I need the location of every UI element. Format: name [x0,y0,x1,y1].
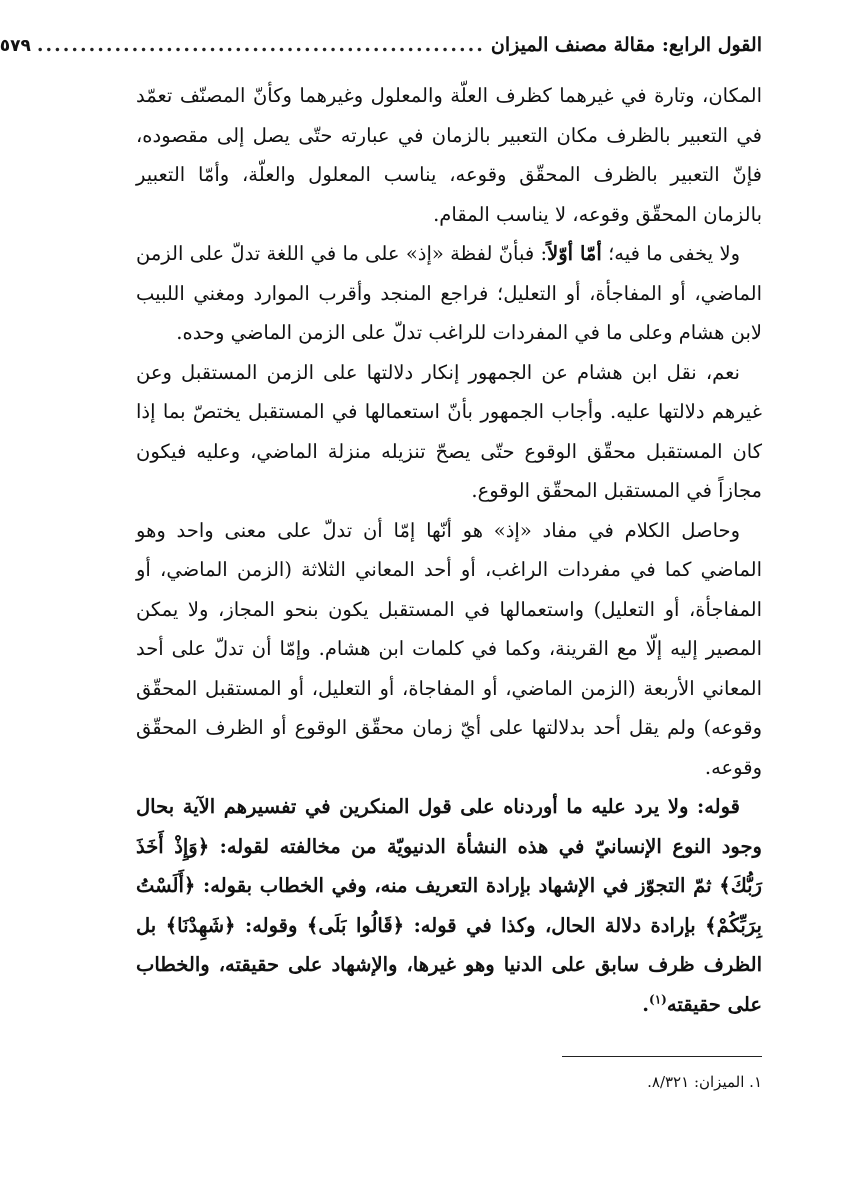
quran-verse-1: ﴿وَإِذْ أَخَذَ رَبُّكَ﴾ [136,834,762,897]
quote-part-c: بإرادة دلالة الحال، وكذا في قوله: [413,913,696,937]
paragraph-1: المكان، وتارة في غيرهما كظرف العلّة والمعلول وغيرهما وكأنّ المصنّف تعمّد في التعبير بالظرف مكان التعبير بالزمان في عبارته حتّى يصل إلى مقصوده، فإنّ التعبير بالظرف المحقّق وقوعه، يناسب المعلول والعلّة، وأمّا التعبير بالزمان المحقّق وقوعه، لا يناسب المقام. [136,84,762,226]
paragraph-2 [136,234,762,353]
page-number: ٥٧٩ [0,36,31,56]
chapter-title: القول الرابع: مقالة مصنف الميزان [490,34,762,56]
quran-verse-4: ﴿شَهِدْنَا﴾ [165,913,236,937]
quran-verse-3: ﴿قَالُوا بَلَى﴾ [306,913,405,937]
quote-part-e: بل الظرف ظرف سابق على الدنيا وهو غيرها، والإشهاد على حقيقته، والخطاب على حقيقته [136,913,762,1016]
paragraph-2-rest: : فبأنّ لفظة «إذ» على ما في اللغة تدلّ على الزمن الماضي، أو المفاجأة، أو التعليل؛ فراجع المنجد وأقرب الموارد ومغني اللبيب لابن هشام وعلى ما في المفردات للراغب تدلّ على الزمن الماضي وحده. [136,242,762,344]
quran-verse-2: ﴿أَلَسْتُ بِرَبِّكُمْ﴾ [136,874,762,937]
page-body [136,76,762,1024]
paragraph-4: وحاصل الكلام في مفاد «إذ» هو أنّها إمّا أن تدلّ على معنى واحد وهو الماضي كما في مفردات الراغب، أو أحد المعاني الثلاثة (الزمن الماضي، أو المفاجأة، أو التعليل) واستعمالها في المستقبل يكون بنحو المجاز، ولا يمكن المصير إليه إلّا مع القرينة، وكما في كلمات ابن هشام. وإمّا أن تدلّ على أحد المعاني الأربعة (الزمن الماضي، أو المفاجاة، أو التعليل، أو المستقبل المحقّق وقوعه) ولم يقل أحد بدلالتها على أيّ زمان محقّق الوقوع أو الظرف المحقّق وقوعه. [136,518,762,779]
quote-part-d: وقوله: [245,913,298,937]
leader-dots: .................................................... [36,34,485,56]
footnote-reference: (١) [649,992,667,1006]
book-page [0,30,762,1184]
quote-part-a: قوله: ولا يرد عليه ما أوردناه على قول المنكرين في تفسيرهم الآية بحال وجود النوع الإنسانيّ في هذه النشأة الدنيويّة من مخالفته لقوله: [136,795,762,858]
paragraph-2-start: ولا يخفى ما فيه؛ [608,242,740,265]
paragraph-3: نعم، نقل ابن هشام عن الجمهور إنكار دلالتها على الزمن المستقبل وعن غيرهم دلالتها عليه. وأجاب الجمهور بأنّ استعمالها في المستقبل يختصّ بما إذا كان المستقبل محقّق الوقوع حتّى يصحّ تنزيله منزلة الماضي، وعليه فيكون مجازاً في المستقبل المحقّق الوقوع. [136,360,762,502]
paragraph-2-bold: أمّا أوّلاً [547,242,602,265]
quote-end: . [642,992,650,1016]
footnote: ١. الميزان: ٨/٣٢١. [647,1073,762,1091]
quote-part-b: ثمّ التجوّز في الإشهاد بإرادة التعريف منه، وفي الخطاب بقوله: [203,874,712,897]
paragraph-5-quote [136,787,762,1024]
running-header [0,30,762,62]
footnote-divider [562,1056,762,1057]
